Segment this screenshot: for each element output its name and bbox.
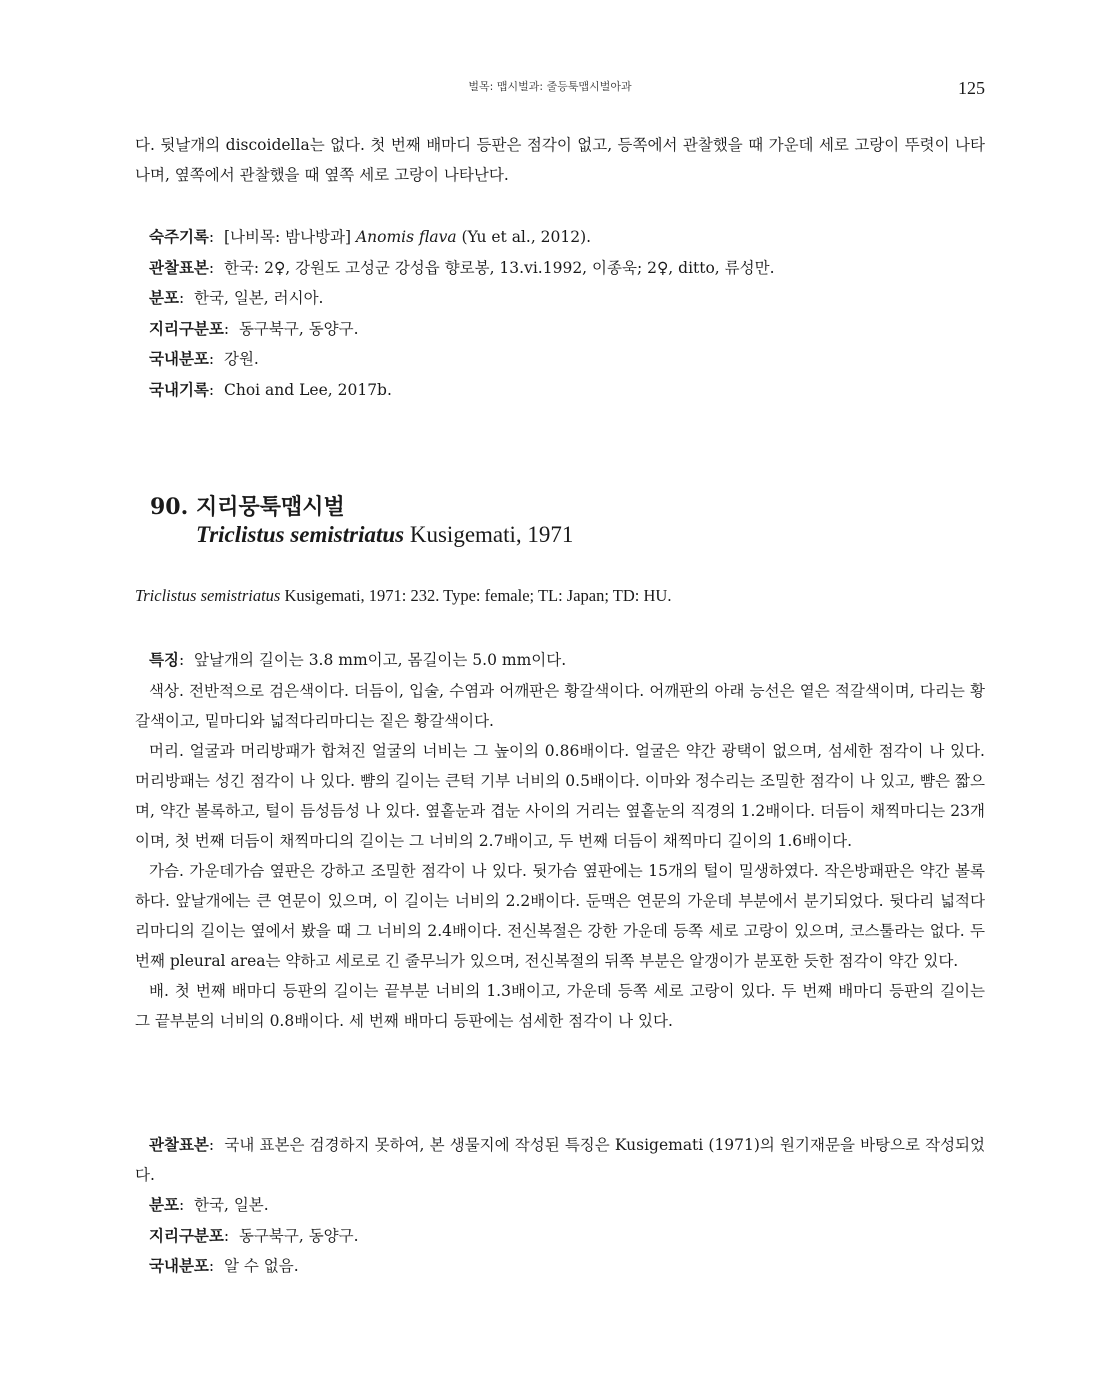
distribution: 분포: 한국, 일본, 러시아.	[149, 288, 324, 307]
field-value: (Yu et al., 2012).	[456, 228, 592, 246]
zoogeographic-distribution: 지리구분포: 동구북구, 동양구.	[149, 318, 359, 338]
species-korean-name: 지리뭉툭맵시벌	[196, 494, 345, 520]
synonym-citation	[135, 586, 671, 606]
host-species-name: Anomis flava	[355, 228, 457, 246]
field-value: Choi and Lee, 2017b.	[223, 380, 392, 399]
field-value: [나비목: 밤나방과]	[223, 228, 356, 246]
field-value: 한국, 일본.	[194, 1196, 269, 1214]
running-title: 벌목: 맵시벌과: 줄등툭맵시벌아과	[468, 80, 632, 93]
examined-specimens: 관찰표본: 국내 표본은 검경하지 못하여, 본 생물지에 작성된 특징은 Kusigemati (1971)의 원기재문을 바탕으로 작성되었다.	[135, 1135, 985, 1184]
zoogeographic-distribution: 지리구분포: 동구북구, 동양구.	[149, 1225, 359, 1245]
previous-species-fields	[135, 222, 985, 405]
examined-specimens: 관찰표본: 한국: 2♀, 강원도 고성군 강성읍 향로봉, 13.vi.1992, 이종욱; 2♀, ditto, 류성만.	[149, 257, 775, 277]
field-label: 특징	[149, 650, 179, 669]
description-section	[135, 645, 985, 1036]
domestic-distribution: 국내분포: 강원.	[149, 349, 259, 368]
field-value: 알 수 없음.	[223, 1257, 299, 1275]
feature-line: 특징: 앞날개의 길이는 3.8 mm이고, 몸길이는 5.0 mm이다.	[149, 650, 567, 669]
field-value: 동구북구, 동양구.	[238, 319, 359, 338]
author-year: Kusigemati, 1971	[409, 522, 574, 547]
field-label: 국내기록	[149, 379, 209, 399]
field-value: 동구북구, 동양구.	[238, 1226, 359, 1245]
field-value: 한국: 2♀, 강원도 고성군 강성읍 향로봉, 13.vi.1992, 이종욱; 2♀, ditto, 류성만.	[223, 258, 775, 277]
description-head: 머리. 얼굴과 머리방패가 합쳐진 얼굴의 너비는 그 높이의 0.86배이다. 얼굴은 약간 광택이 없으며, 섬세한 점각이 나 있다. 머리방패는 성긴 점각이 나 있다. 뺨의 길이는 큰턱 기부 너비의 0.5배이다. 이마와 정수리는 조밀한 점각이 나 있고, 뺨은 짧으며, 약간 볼록하고, 털이 듬성듬성 나 있다. 옆홑눈과 겹눈 사이의 거리는 옆홑눈의 직경의 1.2배이다. 더듬이 채찍마디는 23개이며, 첫 번째 더듬이 채찍마디의 길이는 그 너비의 2.7배이고, 두 번째 더듬이 채찍마디 길이의 1.6배이다.	[135, 741, 985, 850]
species-heading	[150, 490, 345, 524]
species-number: 90.	[150, 494, 189, 520]
genus-species: Triclistus semistriatus	[196, 522, 405, 547]
field-label: 국내분포	[149, 349, 209, 368]
species-scientific-name	[196, 522, 573, 548]
page-number: 125	[958, 78, 985, 98]
field-label: 분포	[149, 1195, 179, 1214]
description-abdomen: 배. 첫 번째 배마디 등판의 길이는 끝부분 너비의 1.3배이고, 가운데 등쪽 세로 고랑이 있다. 두 번째 배마디 등판의 길이는 그 끝부분의 너비의 0.8배이다. 세 번째 배마디 등판에는 섬세한 점각이 나 있다.	[135, 981, 985, 1030]
description-thorax: 가슴. 가운데가슴 옆판은 강하고 조밀한 점각이 나 있다. 뒷가슴 옆판에는 15개의 털이 밀생하였다. 작은방패판은 약간 볼록하다. 앞날개에는 큰 연문이 있으며, 이 길이는 너비의 2.2배이다. 둔맥은 연문의 가운데 부분에서 분기되었다. 뒷다리 넓적다리마디의 길이는 옆에서 봤을 때 그 너비의 2.4배이다. 전신복절은 강한 가운데 등쪽 세로 고랑이 있으며, 코스툴라는 없다. 두 번째 pleural area는 약하고 세로로 긴 줄무늬가 있으며, 전신복절의 뒤쪽 부분은 알갱이가 분포한 듯한 점각이 약간 있다.	[135, 861, 985, 970]
host-record: 숙주기록: [나비목: 밤나방과] Anomis flava (Yu et al., 2012).	[149, 227, 592, 246]
intro-paragraph: 다. 뒷날개의 discoidella는 없다. 첫 번째 배마디 등판은 점각이 없고, 등쪽에서 관찰했을 때 가운데 세로 고랑이 뚜렷이 나타나며, 옆쪽에서 관찰했을 때 옆쪽 세로 고랑이 나타난다.	[135, 136, 985, 184]
field-label: 국내분포	[149, 1256, 209, 1275]
domestic-record: 국내기록: Choi and Lee, 2017b.	[149, 379, 392, 399]
field-label: 관찰표본	[149, 1135, 209, 1154]
field-label: 분포	[149, 288, 179, 307]
field-label: 관찰표본	[149, 257, 209, 277]
distribution: 분포: 한국, 일본.	[149, 1195, 269, 1214]
field-value: 앞날개의 길이는 3.8 mm이고, 몸길이는 5.0 mm이다.	[194, 651, 567, 669]
field-value: 한국, 일본, 러시아.	[194, 289, 324, 307]
synonym-details: Kusigemati, 1971: 232. Type: female; TL: Japan; TD: HU.	[280, 586, 672, 605]
intro-section	[135, 130, 985, 190]
field-label: 지리구분포	[149, 318, 224, 338]
field-value: 강원.	[223, 350, 259, 368]
field-label: 숙주기록	[149, 227, 209, 246]
species-fields	[135, 1130, 985, 1282]
field-label: 지리구분포	[149, 1225, 224, 1245]
domestic-distribution: 국내분포: 알 수 없음.	[149, 1256, 299, 1275]
field-value: 국내 표본은 검경하지 못하여, 본 생물지에 작성된 특징은 Kusigemati (1971)의 원기재문을 바탕으로 작성되었다.	[135, 1136, 985, 1184]
description-color: 색상. 전반적으로 검은색이다. 더듬이, 입술, 수염과 어깨판은 황갈색이다. 어깨판의 아래 능선은 옅은 적갈색이며, 다리는 황갈색이고, 밑마디와 넓적다리마디는 짙은 황갈색이다.	[135, 681, 985, 730]
synonym-name: Triclistus semistriatus	[135, 586, 281, 605]
